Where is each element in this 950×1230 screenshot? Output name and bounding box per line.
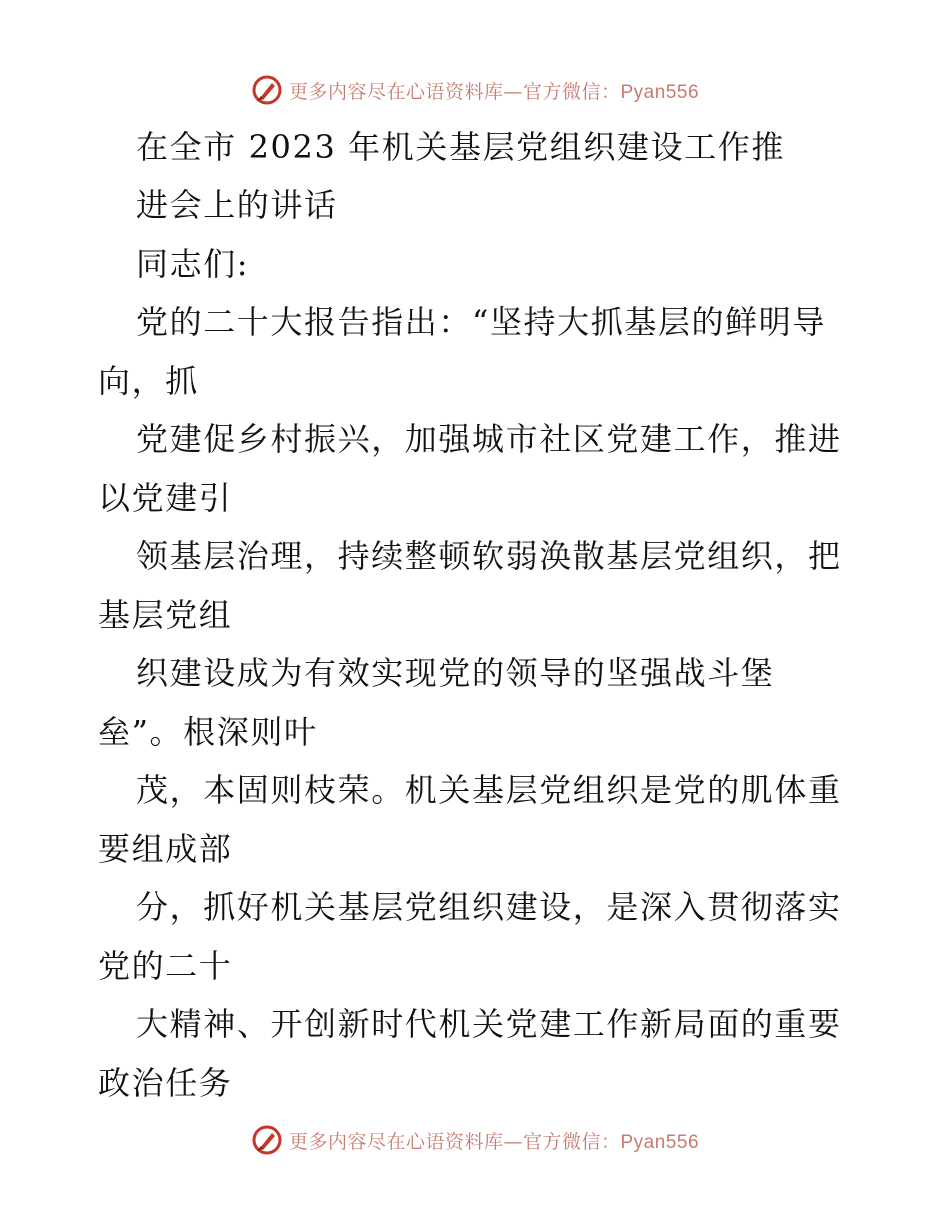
pen-nib-logo-icon (251, 1124, 283, 1156)
paragraph-line: 织建设成为有效实现党的领导的坚强战斗堡 (136, 654, 775, 692)
paragraph-line: 要组成部 (98, 830, 233, 868)
watermark-text: 更多内容尽在心语资料库—官方微信：Pyan556 (288, 1130, 700, 1153)
paragraph-line: 大精神、开创新时代机关党建工作新局面的重要 (136, 1005, 842, 1043)
wechat-id: Pyan556 (620, 81, 700, 103)
document-title-line-2: 进会上的讲话 (136, 186, 338, 224)
document-title-line-1: 在全市 2023 年机关基层党组织建设工作推 (136, 128, 785, 166)
paragraph-line: 分，抓好机关基层党组织建设，是深入贯彻落实 (136, 888, 842, 926)
salutation: 同志们: (136, 245, 250, 283)
paragraph-line: 垒”。根深则叶 (98, 713, 318, 751)
paragraph-line: 党的二十大报告指出：“坚持大抓基层的鲜明导 (136, 303, 826, 341)
paragraph-line: 政治任务 (98, 1064, 233, 1102)
wechat-id: Pyan556 (620, 1131, 700, 1153)
paragraph-line: 以党建引 (98, 479, 233, 517)
paragraph-line: 基层党组 (98, 596, 233, 634)
paragraph-line: 党建促乡村振兴，加强城市社区党建工作，推进 (136, 420, 842, 458)
paragraph-line: 茂，本固则枝荣。机关基层党组织是党的肌体重 (136, 771, 842, 809)
paragraph-line: 党的二十 (98, 947, 233, 985)
watermark-text: 更多内容尽在心语资料库—官方微信：Pyan556 (288, 80, 700, 103)
paragraph-line: 领基层治理，持续整顿软弱涣散基层党组织，把 (136, 537, 842, 575)
paragraph-line: 向，抓 (98, 362, 199, 400)
watermark-banner-bottom (0, 1122, 950, 1158)
